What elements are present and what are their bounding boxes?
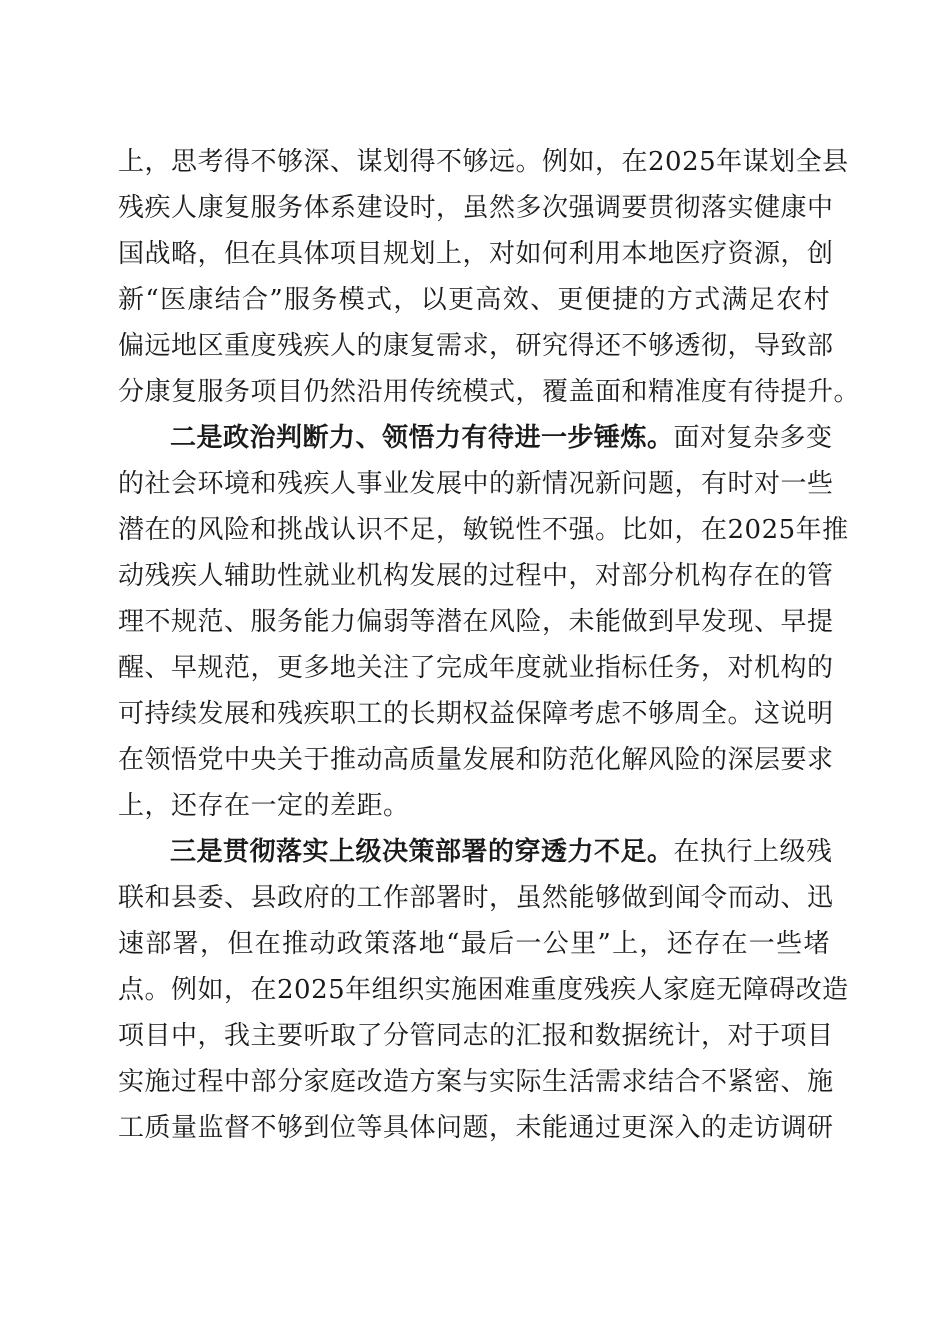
paragraph-1-line-1: 上，思考得不够深、谋划得不够远。例如，在2025年谋划全县 <box>118 147 849 177</box>
paragraph-3-line-2: 联和县委、县政府的工作部署时，虽然能够做到闻令而动、迅 <box>118 883 834 913</box>
paragraph-3-line-4: 点。例如，在2025年组织实施困难重度残疾人家庭无障碍改造 <box>118 975 849 1005</box>
paragraph-1-line-4: 新“医康结合”服务模式，以更高效、更便捷的方式满足农村 <box>118 285 830 315</box>
document-body <box>118 139 861 1151</box>
paragraph-3-line-6: 实施过程中部分家庭改造方案与实际生活需求结合不紧密、施 <box>118 1067 834 1097</box>
paragraph-2-line-9: 上，还存在一定的差距。 <box>118 791 410 821</box>
paragraph-3-line-7: 工质量监督不够到位等具体问题，未能通过更深入的走访调研 <box>118 1113 834 1143</box>
paragraph-1-line-2: 残疾人康复服务体系建设时，虽然多次强调要贯彻落实健康中 <box>118 193 834 223</box>
paragraph-2-line-3: 潜在的风险和挑战认识不足，敏锐性不强。比如，在2025年推 <box>118 515 849 545</box>
paragraph-3-line-1 <box>118 829 833 875</box>
paragraph-2-line-5: 理不规范、服务能力偏弱等潜在风险，未能做到早发现、早提 <box>118 607 834 637</box>
paragraph-3-first-rest: 在执行上级残 <box>673 837 833 867</box>
paragraph-1-line-5: 偏远地区重度残疾人的康复需求，研究得还不够透彻，导致部 <box>118 331 834 361</box>
paragraph-2-lead: 二是政治判断力、领悟力有待进一步锤炼。 <box>170 423 674 453</box>
paragraph-2-line-2: 的社会环境和残疾人事业发展中的新情况新问题，有时对一些 <box>118 469 834 499</box>
paragraph-2-line-7: 可持续发展和残疾职工的长期权益保障考虑不够周全。这说明 <box>118 699 834 729</box>
paragraph-3-line-3: 速部署，但在推动政策落地“最后一公里”上，还存在一些堵 <box>118 929 830 959</box>
paragraph-1-line-3: 国战略，但在具体项目规划上，对如何利用本地医疗资源，创 <box>118 239 834 269</box>
paragraph-2-line-4: 动残疾人辅助性就业机构发展的过程中，对部分机构存在的管 <box>118 561 834 591</box>
paragraph-3-lead: 三是贯彻落实上级决策部署的穿透力不足。 <box>170 837 674 867</box>
paragraph-3-line-5: 项目中，我主要听取了分管同志的汇报和数据统计，对于项目 <box>118 1021 834 1051</box>
paragraph-2-line-1 <box>118 415 833 461</box>
paragraph-1-line-6: 分康复服务项目仍然沿用传统模式，覆盖面和精准度有待提升。 <box>118 377 861 407</box>
paragraph-2-line-8: 在领悟党中央关于推动高质量发展和防范化解风险的深层要求 <box>118 745 834 775</box>
paragraph-2-line-6: 醒、早规范，更多地关注了完成年度就业指标任务，对机构的 <box>118 653 834 683</box>
paragraph-2-first-rest: 面对复杂多变 <box>673 423 833 453</box>
